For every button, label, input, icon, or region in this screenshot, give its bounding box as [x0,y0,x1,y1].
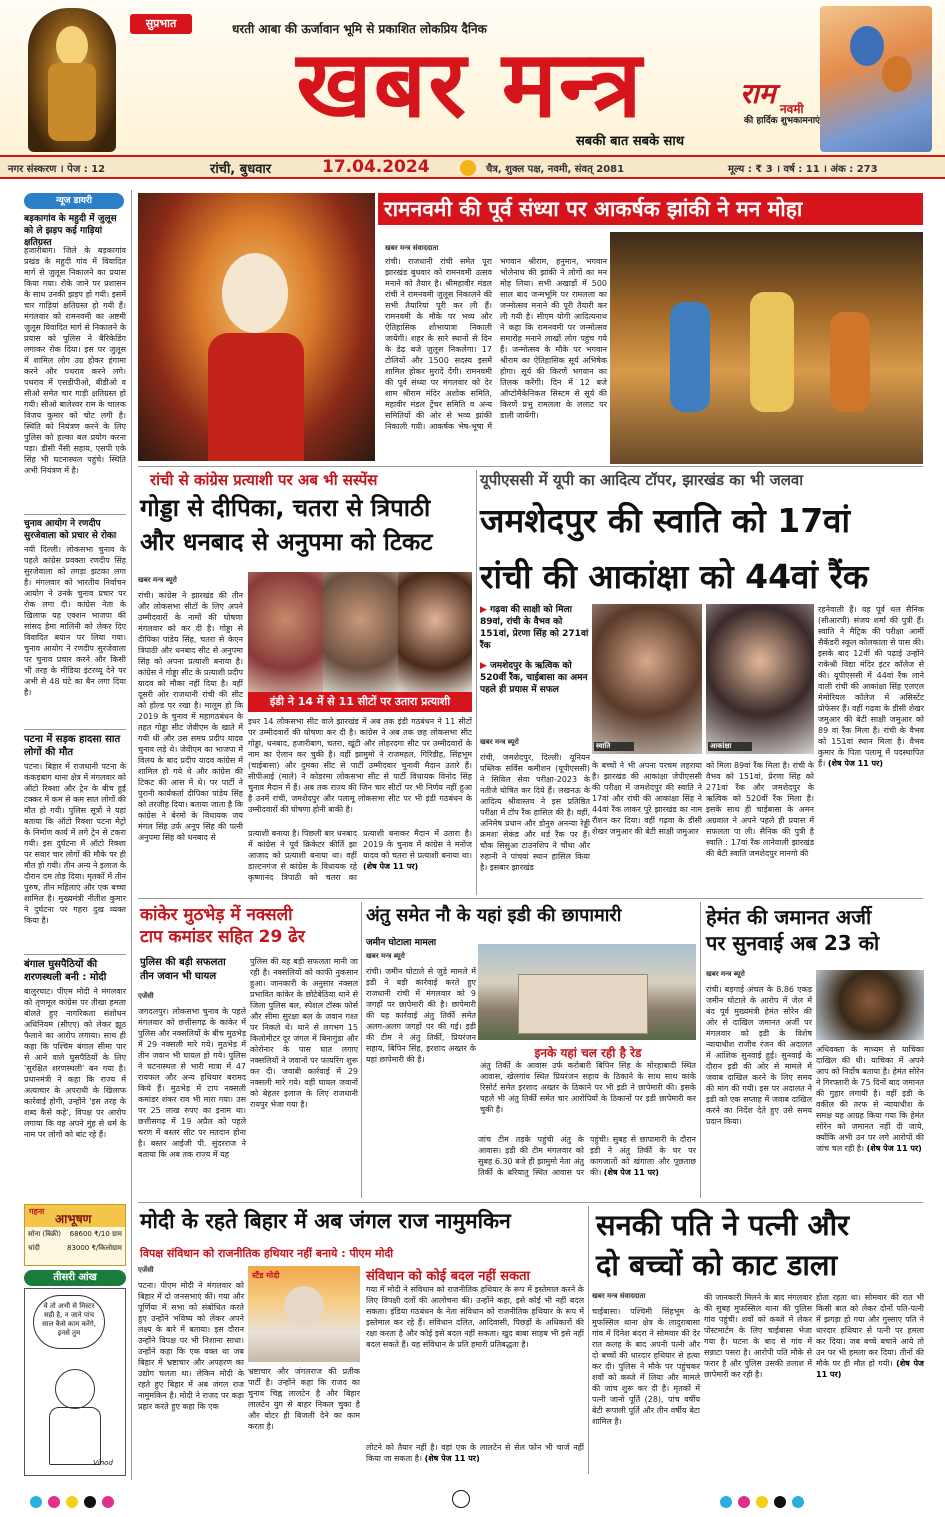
crosshair-icon [452,1490,470,1508]
cartoon-signature: Vinod [93,1459,113,1467]
congress-photo-banner: इंडी ने 14 में से 11 सीटों पर उतारा प्रत्याशी [248,692,472,712]
lead-headline: रामनवमी की पूर्व संध्या पर आकर्षक झांकी ने मन मोहा [384,197,803,221]
news-diary-label: न्यूज डायरी [55,196,93,206]
greeting-navami: नवमी [780,102,804,116]
lead-ram-jhanki-image [610,232,923,464]
issue-date: 17.04.2024 [322,157,430,177]
modi-body-1: पटना। पीएम मोदी ने मंगलवार को बिहार में दो जनसभाएं कीं। गया और पूर्णिया में सभा को संबोधित करते हुए उन्होंने भविष्य को लेकर अपने लक्ष्य के बारे में बताया। इस दौरान उन्होंने विपक्ष पर भी निशाना साधा। उन्होंने कहा कि एक वक्त था जब बिहार में भ्रष्टाचार और अपहरण का उद्योग चलता था। लेकिन मोदी के रहते हुए बिहार में अब जंगल राज नामुमकिन है। मोदी ने राजद पर कड़ा प्रहार करते हुए कहा कि एक [138,1281,244,1411]
gehna-row-silver: चांदी 83000 ₹/किलोग्राम [28,1244,122,1252]
masthead-title: खबर मन्त्र [296,31,644,138]
sidebar-story4-body: बालुरघाट। पीएम मोदी ने मंगलवार को तृणमूल कांग्रेस पर तीखा हमला बोलते हुए नागरिकता संशोधन अधिनियम (सीएए) को लेकर झूठ फैलाने का आरोप लगाया। साथ ही कहा कि पश्चिम बंगाल सीमा पार से आने वाले घुसपैठियों के लिए 'सुरक्षित शरणस्थली' बन गया है। प्रधानमंत्री ने कहा कि राज्य में अत्याचार के अपराधी के खिलाफ कार्रवाई होगी, उन्होंने 'इस तरह के शब्द कैसे कहे', विपक्ष पर आरोप लगाया कि वह अपने मुंह से धर्म के नाम पर लोगों को बांट रहे हैं। [24,987,126,1139]
cartoon-figure-icon [55,1369,95,1409]
modi-box-head: संविधान को कोई बदल नहीं सकता [366,1269,530,1284]
kanker-body-1: जगदलपुर। लोकसभा चुनाव के पहले मंगलवार को छत्तीसगढ़ के कांकेर में पुलिस और नक्सलियों के बीच मुठभेड़ में 29 नक्सली मारे गये। मुठभेड़ में तीन जवान भी घायल हो गये। पुलिस ने घटनास्थल से भारी मात्रा में 47 रायफल और अन्य हथियार बरामद किये हैं। मुठभेड़ में टाप नक्सली कमांडर शंकर राव भी मारा गया। उस पर 25 लाख रुपए का इनाम था। छत्तीसगढ़ में 19 अप्रैल को पहले चरण में बस्तर सीट पर मतदान होना है। बस्तर आईजी पी. सुंदरराज ने बताया कि अब तक राज्य में यह [138,1007,246,1159]
congress-body-mid: इधर 14 लोकसभा सीट वाले झारखंड में अब तक इंडी गठबंधन ने 11 सीटों पर उम्मीदवारों की घोषणा कर दी है। कांग्रेस ने अब तक छह लोकसभा सीट गोड्डा, धनबाद, हजारीबाग, चतरा, खूंटी और लोहरदगा सीट पर उम्मीदवारों के नाम का ऐलान कर चुकी है। वहीं झामुमो ने राजमहल, गिरिडीह, सिंहभूम (चाईबासा) और दुमका सीट से पार्टी उम्मीदवार चुनावी मैदान उतारे हैं। सीपीआई (माले) ने कोडरमा लोकसभा सीट से पार्टी विधायक विनोद सिंह चुनाव मैदान में हैं। अब तक राज्य की जिन चार सीटों पर भी निर्णय नहीं हुआ है उनमें रांची, जमशेदपुर और पलामू लोकसभा सीट पर भी इंडी गठबंधन के उम्मीदवारों की घोषणा होनी बाकी है। [248,717,472,814]
sidebar-story3-body: पटना। बिहार में राजधानी पटना के कंकड़बाग थाना क्षेत्र में मंगलवार को ऑटो रिक्शा और ट्रेन के बीच हुई टक्कर में कम से कम सात लोगों की मौत हो गयी। पुलिस सूत्रों ने यहां बताया कि ऑटो रिक्शा पटना मेट्रो के निर्माण कार्य में लगे ट्रेन से टकरा गयी। इस दुर्घटना में ऑटो रिक्शा पर सवार चार लोगों की मौके पर ही मौत हो गयी। तीन अन्य ने इलाज के दौरान दम तोड़ दिया। मृतकों में तीन पुरुष, तीन महिलाएं और एक बच्चा शामिल है। मुख्यमंत्री नीतीश कुमार ने दुर्घटना पर गहरा दुख व्यक्त किया है। [24,762,126,925]
lead-byline: खबर मन्त्र संवाददाता [385,244,439,252]
upsc-body-4: रहनेवाली हैं। वह पूर्व थल सैनिक (सीआरपी) संजय शर्मा की पुत्री हैं। स्वाति ने मैट्रिक की परीक्षा आर्मी सैकेंडरी स्कूल कोलकाता से पास की। इसके बाद 12वीं की पढ़ाई उन्होंने राकेश्री विद्या मंदिर इंटर कॉलेज से की। यूपीएससी में 44वां रैंक लाने वाली रांची की आकांक्षा सिंह एलएल मेमोरियल कॉलेज में असिस्टेंट प्रोफेसर हैं। वहीं गढ़वा के डीसी शेखर जमुआर की बेटी साक्षी जमुआर को 89 वां रैंक मिला है। रांची के वैभव को 151वां स्थान मिला है। वैभव कुमार के पिता पलामू में पदस्थापित हैं। (शेष पेज 11 पर) [818,605,924,768]
date-band [0,155,945,179]
congress-byline: खबर मन्त्र ब्यूरो [138,576,177,584]
upsc-headline-l2: रांची की आकांक्षा को 44वां रैंक [480,557,869,596]
hemant-body-2: अधिवक्ता के माध्यम से याचिका दाखिल की थी। याचिका में अपने आप को निर्दोष बताया है। हेमंत सोरेन ने गिरफ्तारी के 75 दिनों बाद जमानत की गुहार लगायी है। वहीं इडी के वकील की तरफ से न्यायाधीश के समक्ष यह आग्रह किया गया कि हेमंत सोरेन को जमानत नहीं दी जाये, क्योंकि अभी उन पर लगे आरोपों की जांच चल रही है। (शेष पेज 11 पर) [816,1045,924,1153]
sidebar-story2-body: नयी दिल्ली। लोकसभा चुनाव के पहले कांग्रेस प्रवक्ता रणदीप सिंह सुरजेवाला को तगड़ा झटका लगा है। मंगलवार को भारतीय निर्वाचन आयोग ने उनके चुनाव प्रचार पर रोक लगा दी। कांग्रेस नेता के खिलाफ यह एक्शन भाजपा की सांसद हेमा मालिनी को लेकर दिए विवादित बयान पर लिया गया। चुनाव आयोग ने रणदीप सुरजेवाला पर चुनाव प्रचार करने और किसी भी तरह के मीडिया इंटरव्यू देने पर अभी से 48 घंटे का बैन लगा दिया है। [24,545,126,697]
gehna-box [24,1204,126,1266]
km-logo-icon [460,160,476,176]
sanki-headline-l2: दो बच्चों को काट डाला [596,1248,838,1282]
bullet-arrow-icon: ▶ [480,661,491,671]
cartoon-body-icon [49,1407,101,1465]
masthead [0,0,945,155]
congress-headline-l1: गोड्डा से दीपिका, चतरा से त्रिपाठी [140,494,431,522]
modi-body-3: गया में मोदी ने संविधान को राजनीतिक हथियार के रूप में इस्तेमाल करने के लिए विपक्षी दलों की आलोचना की। उन्होंने कहा, इसे कोई भी नहीं बदल सकता। इंडिया गठबंधन के नेता संविधान को राजनीतिक हथियार के रूप में इस्तेमाल कर रहे हैं। संविधान दलित, आदिवासी, पिछड़ों के अधिकारों की रक्षा करता है और कोई इसे बदल नहीं सकता। खुद बाबा साहब भी इसे नहीं बदल सकते हैं। यह संविधान के प्रति हमारी प्रतिबद्धता है। [366,1285,584,1349]
cartoon-title-bar [24,1270,126,1286]
sidebar-story1-body: हजारीबाग। जिले के बड़कागांव प्रखंड के महुदी गांव में विवादित मार्ग से जुलूस निकालने का प्रयास किया गया। रोके जाने पर प्रशासन के साथ उनकी झड़प हो गयी। इसमें चार गाड़ियां क्षतिग्रस्त हो गयी हैं। मंगलवार को रामनवमी का अष्टमी जुलूस विवादित मार्ग से निकालने के प्रयास को पुलिस ने बैरिकेडिंग लगाकर रोक दिया। इस पर जुलूस में शामिल लोग उग्र होकर हंगामा करने और पथराव करने लगे। पथराव में एसडीपीओ, बीडीओ व सीओ समेत चार गाड़ी क्षतिग्रस्त हो गयी। सीओ बालेश्वर राम के चालक विजय कुमार को चोट लगी है। स्थिति को नियंत्रण करने के लिए पुलिस को हल्का बल प्रयोग करना पड़ा। डीसी नैंसी सहाय, एसपी एके सिंह भी घटनास्थल पहुंचे। स्थिति अभी नियंत्रण में है। [24,246,126,475]
hemant-byline: खबर मन्त्र ब्यूरो [706,970,745,978]
ed-raid-house-photo [478,944,696,1040]
upsc-headline-l1: जमशेदपुर की स्वाति को 17वां [480,501,851,540]
congress-body-right: प्रत्याशी बनाया है। पिछली बार धनबाद में कांग्रेस ने पूर्व क्रिकेटर कीर्ति झा आजाद को प्रत्याशी बनाया था। वहीं डाल्टनगंज से कांग्रेस के विधायक रहे कृष्णानंद त्रिपाठी को चतरा का प्रत्याशी बनाकर मैदान में उतारा है। 2019 के चुनाव में कांग्रेस ने मनोज यादव को चतरा से प्रत्याशी बनाया था। (शेष पेज 11 पर) [248,829,472,882]
sanki-body-3: होता रहता था। सोमवार की रात भी किसी बात को लेकर दोनों पति-पत्नी में झगड़ा हो गया और गुस्साए पति ने धारदार हथियार से पत्नी पर हमला कर दिया। जब बच्चे बचाने आये तो उन पर भी हमला कर दिया। तीनों की मौके पर ही मौत हो गयी। (शेष पेज 11 पर) [816,1293,924,1379]
congress-body-left: रांची। कांग्रेस ने झारखंड की तीन और लोकसभा सीटों के लिए अपने उम्मीदवारों के नामों की घोषणा मंगलवार को कर दी है। गोड्डा से दीपिका पांडेय सिंह, चतरा से केएन त्रिपाठी और धनबाद सीट से अनुपमा सिंह को अपना प्रत्याशी बनाया है। कांग्रेस ने गोड्डा सीट के प्रत्याशी प्रदीप यादव को मौका नहीं दिया है। वहीं दूसरी ओर राजधानी रांची की सीट को होल्ड पर रखा है। मालूम हो कि 2019 के चुनाव में महागठबंधन के तहत गोड्डा सीट जेवीएम के खाते में गयी थी और उस समय प्रदीप यादव चुनाव लड़े थे। जेवीएम का भाजपा में विलय के बाद प्रदीप यादव कांग्रेस में शामिल हो गये थे और कांग्रेस की टिकट की आस में थे। पर पार्टी ने पुरानी कार्यकर्ता दीपिका पांडेय सिंह को तरजीह दिया। बताया जाता है कि कांग्रेस ने बेरमो के विधायक जय मंगल सिंह उर्फ अनूप सिंह की पत्नी अनुपमा सिंह को धनबाद से [138,591,243,842]
kanker-headline-l2: टाप कमांडर सहित 29 ढेर [140,927,305,947]
sidebar-story4-head: बंगाल घुसपैठियों की शरणस्थली बनी : मोदी [24,959,107,983]
upsc-bullet-2: ▶ जमशेदपुर के ऋत्विक को 520वीं रैंक, चाईबासा का अमन पहले ही प्रयास में सफल [480,661,588,695]
modi-sub: विपक्ष संविधान को राजनीतिक हथियार नहीं बनाये : पीएम मोदी [140,1247,394,1260]
upsc-bullet-1: ▶ गढ़वा की साक्षी को मिला 89वां, रांची के वैभव को 151वां, प्रेरणा सिंह को 271वां रैंक [480,605,589,651]
sidebar-story2-head: चुनाव आयोग ने रणदीप सुरजेवाला को प्रचार से रोका [24,519,117,541]
sanki-byline: खबर मन्त्र संवाददाता [592,1292,646,1300]
ed-byline: खबर मन्त्र ब्यूरो [366,952,405,960]
hemant-headline-l2: पर सुनवाई अब 23 को [706,931,880,955]
news-diary-tag [24,193,124,209]
greeting-line: की हार्दिक शुभकामनाएं [744,116,821,126]
city-day: रांची, बुधवार [210,162,272,177]
cartoon-bubble: ये तो अभी से मिस्टर सही है, न जाने पांच साल कैसे काम करेंगे, इनसे तुम [33,1295,105,1349]
modi-body-2: भ्रष्टाचार और जंगलराज की प्रतीक पार्टी है। उन्होंने कहा कि राजद का चुनाव चिह्न लालटेन है और बिहार लालटेन युग से बाहर निकल चुका है और वोटर ही बिजली देने का काम करता है। [248,1367,360,1431]
tagline-top: धरती आबा की ऊर्जावान भूमि से प्रकाशित लोकप्रिय दैनिक [232,22,487,36]
modi-body-4: लोटने को तैयार नहीं है। वहां एक के लालटेन से सेल फोन भी चार्ज नहीं किया जा सकता है। (शेष पेज 11 पर) [366,1443,584,1463]
upsc-kicker: यूपीएससी में यूपी का आदित्य टॉपर, झारखंड का भी जलवा [480,471,804,489]
upsc-byline: खबर मन्त्र ब्यूरो [480,738,519,746]
lead-durga-jhanki-image [138,193,375,461]
registration-marks [30,1493,230,1507]
cartoon-title: तीसरी आंख [53,1272,97,1283]
sidebar-story1-head: बड़कागांव के महुदी में जुलूस को ले झड़प कई गाड़ियां क्षतिग्रस्त [24,214,117,248]
congress-candidates-photo [248,572,472,712]
sanki-headline-l1: सनकी पति ने पत्नी और [596,1208,849,1242]
registration-marks-right [720,1493,920,1507]
kanker-sub-l2: तीन जवान भी घायल [140,971,217,982]
ed-photo-caption: इनके यहां चल रही है रेड [534,1046,642,1060]
ed-sub: जमीन घोटाला मामला [366,938,437,948]
ed-body-2: जांच टीम तड़के पहुंची अंतु के आवास। इडी की टीम मंगलवार को सुबह 6.30 बजे ही झामुमो नेता अंतु तिर्की के बरियातु स्थित आवास पर पहुंची। सुबह से छापामारी के दौरान इडी ने अंतु तिर्की के घर पर कागजातों को खंगाला और पूछताछ की। (शेष पेज 11 पर) [478,1135,696,1177]
modi-byline: एजेंसी [138,1266,154,1274]
gehna-title: आभूषण [55,1212,92,1226]
upsc-akanksha-photo [706,604,814,754]
edition-info: नगर संस्करण । पेज : 12 [8,164,106,175]
sidebar-story3-head: पटना में सड़क हादसा सात लोगों की मौत [24,734,121,758]
lead-headline-bar [378,193,923,225]
ed-headline: अंतु समेत नौ के यहां इडी की छापामारी [366,905,622,926]
congress-headline-l2: और धनबाद से अनुपमा को टिकट [140,528,433,556]
sanki-body-1: चाईबासा। पश्चिमी सिंहभूम के मुफस्सिल थाना क्षेत्र के लादुराबासा गांव में दिनेश बंदरा ने सोमवार की देर रात कलह के बाद अपनी पत्नी और दो बच्चों की धारदार हथियार से हत्या कर दी। पुलिस ने मौके पर पहुंचकर शवों को कब्जे में लिया और मामले की जांच शुरू कर दी है। मृतकों में पत्नी जानो पूर्ति (28), पांच वर्षीय बेटी रूपाली पूर्ति और तीन वर्षीय बेटा शामिल है। [592,1307,700,1426]
greeting-ram: राम [740,77,776,110]
sanki-body-2: की जानकारी मिलने के बाद मंगलवार की सुबह मुफस्सिल थाना की पुलिस गांव पहुंची। शवों को कब्जे में लेकर पोस्टमार्टम के लिए चाईबासा भेजा गया है। घटना के बाद से गांव में सन्नाटा पसरा है। आरोपी पति मौके से फरार है और पुलिस उसकी तलाश में छापेमारी कर रही है। [704,1293,812,1379]
kanker-headline-l1: कांकेर मुठभेड़ में नक्सली [140,905,293,925]
hemant-body-1: रांची। बड़गाई अंचल के 8.86 एकड़ जमीन घोटाले के आरोप में जेल में बंद पूर्व मुख्यमंत्री हेमंत सोरेन की ओर से दाखिल जमानत अर्जी पर मंगलवार को इडी के विशेष न्यायाधीश राजीव रंजन की अदालत में आंशिक सुनवाई हुई। सुनवाई के दौरान इडी की ओर से मामले में जवाब दाखिल करने के लिए समय की मांग की गयी। इस पर अदालत ने इडी को एक सप्ताह में जवाब दाखिल करने का निर्देश देते हुए उसे समय प्रदान किया। [706,985,812,1126]
ed-caption-body: अंतु तिर्की के आवास उर्फ करोबारी बिपिन सिंह के मोरहाबादी स्थित आवास, खेलगांव स्थित प्रियरंजन सहाय के ठिकाने के साथ साथ कांके रिसोर्ट समेत इरशाद अख्तर के ठिकाने पर भी इडी ने छापेमारी की। इसके पहले भी अंतु तिर्की समेत चार आरोपियों के ठिकानों पर इडी छापेमारी कर चुकी है। [480,1061,696,1114]
ram-idol-image [28,8,116,152]
hemant-soren-photo [816,970,924,1040]
gehna-row-gold: सोना (बिक्री) 68600 ₹/10 ग्राम [28,1230,122,1238]
upsc-body-1: रांची, जमशेदपुर, दिल्ली। यूनियन पब्लिक सर्विस कमीशन (यूपीएससी) ने सिविल सेवा परीक्षा-2023 के नतीजे घोषित कर दिये हैं। लखनऊ के आदित्य श्रीवास्तव ने इस प्रतिष्ठित परीक्षा में टॉप रैंक हासिल की है। वहीं, अनिमेष प्रधान और डोनुरु अनन्या रेड्डी क्रमशः सेकंड और थर्ड रैंक पर हैं। चौक सिसुआ टाउनशिप ने चौथा और रुहानी ने पांचवां स्थान हासिल किया है। इसबार झारखंड [480,753,590,872]
upsc-body-2: के बच्चों ने भी अपना परचम लहराया है। झारखंड की आकांक्षा जेपीएससी की परीक्षा में जमशेदपुर की स्वाति ने 17वां और रांची की आकांक्षा सिंह ने 44वां रैंक लाकर पूरे झारखंड का नाम रौशन कर दिया। वहीं गढ़वा के डीसी शेखर जमुआर की बेटी साक्षी जमुआर [592,761,702,836]
ed-body-1: रांची। जमीन घोटाले से जुड़े मामले में इडी ने बड़ी कार्रवाई करते हुए राजधानी रांची में मंगलवार को 9 जगहों पर छापेमारी की है। छापेमारी की यह कार्रवाई अंतु तिर्की समेत अलग-अलग जगहों पर की गई। इडी की टीम ने अंतु तिर्की, प्रियरंजन सहाय, बिपिन सिंह, इरशाद अख्तर के यहां छापेमारी की है। [366,967,476,1064]
ram-hanuman-image [820,6,932,152]
panchang: चैत्र, शुक्ल पक्ष, नवमी, संवत् 2081 [486,164,625,175]
cartoon-panel [24,1288,126,1476]
modi-rally-photo [248,1266,360,1362]
upsc-body-3: को मिला 89वां रैंक मिला है। रांची के वैभव को 151वां, प्रेरणा सिंह को 271वां रैंक और जमशेदपुर के ऋत्विक को 520वीं रैंक मिला है। इसके साथ ही चाईबासा के अमन अग्रवाल ने अपने पहले ही प्रयास में सफलता पा ली। सैनिक की पुत्री है स्वाति : 17वां रैंक लानेवाली झारखंड की बेटी स्वाति जमशेदपुर मानगो की [706,761,814,858]
edition-tag: सुप्रभात [130,14,192,34]
congress-kicker: रांची से कांग्रेस प्रत्याशी पर अब भी सस्पेंस [150,471,378,489]
hemant-headline-l1: हेमंत की जमानत अर्जी [706,905,872,929]
upsc-caption-swati: स्वाति [594,742,634,751]
kanker-body-2: पुलिस की यह बड़ी सफलता मानी जा रही है। नक्सलियों को काफी नुकसान हुआ। जानकारी के अनुसार नक्सल प्रभावित कांकेर के छोटेबेठिया थाने से जिला पुलिस बल, स्पेशल टॉस्क फोर्स और सीमा सुरक्षा बल के जवान गश्त पर निकले थे। थाने से लगभग 15 किलोमीटर दूर जंगल में बिनागुंडा और कोरोनार के पास घात लगाए नक्सलियों ने जवानों पर फायरिंग शुरू कर दी। जवाबी कार्रवाई में 29 नक्सली मारे गये। वहीं घायल जवानों को बेहतर इलाज के लिए राजधानी रायपुर भेजा गया है। [250,957,358,1109]
upsc-caption-akanksha: आकांक्षा [708,742,752,751]
price-year-issue: मूल्य : ₹ 3 । वर्ष : 11 । अंक : 273 [728,164,878,175]
modi-photo-banner: स्टैंड मोदी [252,1271,280,1280]
kanker-byline: एजेंसी [138,992,154,1000]
modi-headline: मोदी के रहते बिहार में अब जंगल राज नामुमकिन [140,1209,511,1233]
gehna-label: गहना [29,1207,45,1216]
bullet-arrow-icon: ▶ [480,605,491,615]
kanker-sub-l1: पुलिस की बड़ी सफलता [140,957,226,968]
upsc-swati-photo [592,604,702,754]
masthead-slogan: सबकी बात सबके साथ [576,134,684,149]
lead-body: रांची। राजधानी रांची समेत पूरा झारखंड बुधवार को रामनवमी उत्सव मनाने को तैयार है। श्रीमहावीर मंडल रांची ने रामनवमी जुलूस निकालने की सभी तैयारियां पूरी कर ली हैं। रामनवमी के मौके पर भव्य और ऐतिहासिक शोभायात्रा निकाली जायेगी। शहर के सारे स्थानों से दिन के डेढ़ बजे जुलूस निकलेगा। 17 टोलियों और 1500 सदस्य इसमें शामिल होकर मुरादें देंगी। रामनवमी की पूर्व संध्या पर मंगलवार को देर शाम श्रीराम मंदिर अशोक समिति, महावीर मंडल ट्रेंचर समिति व अन्य समितियों की ओर से भव्य झांकी निकाली गयी। आकर्षक भेष-भूषा में भगवान श्रीराम, हनुमान, भगवान भोलेनाथ की झांकी ने लोगों का मन मोह लिया। सभी अखाड़ों में 500 साल बाद जन्मभूमि पर रामलला का जन्मोत्सव मनाने की पूरी तैयारी कर ली गयी है। सीएम योगी आदित्यनाथ ने कहा कि रामनवमी पर जन्मोत्सव समारोह मनाने लाखों लोग पहुंच गये हैं। जन्मोत्सव के मौके पर भगवान श्रीराम का ऐतिहासिक सूर्य अभिषेक होगा। सूर्य की किरणें भगवान का तिलक करेंगी। दिन में 12 बजे ऑप्टोमैकेनिकल सिस्टम से सूर्य की किरणें प्रभु रामलला के ललाट पर डाली जायेंगी। [385,257,607,431]
